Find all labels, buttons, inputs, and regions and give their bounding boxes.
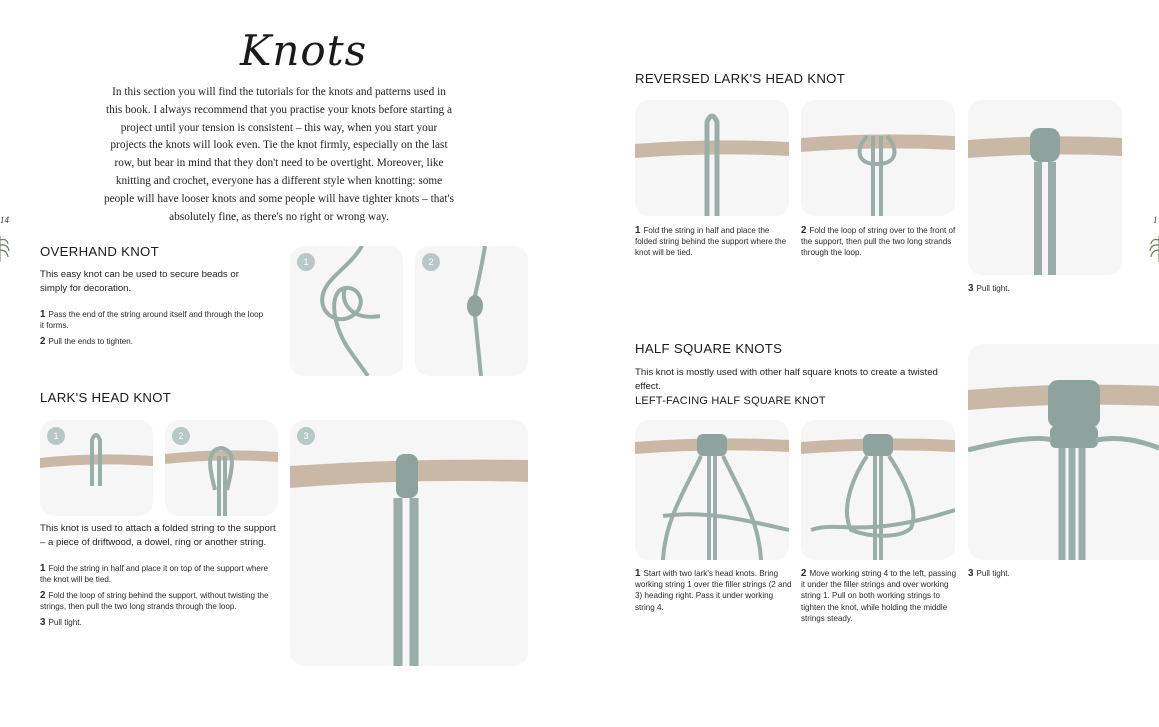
reversed-larks-head-step-3: 3 Pull tight. (968, 283, 1010, 294)
step-badge: 1 (297, 253, 315, 271)
overhand-photo-1 (290, 246, 403, 376)
laurel-crest-icon (1148, 232, 1159, 264)
half-square-step-3: 3 Pull tight. (968, 568, 1010, 579)
half-square-step-2: 2 Move working string 4 to the left, passing it under the filler strings and over working string 1. Pull on both working strings to tighten the knot, while holding the middle strings steady. (801, 568, 957, 623)
larks-head-step-1: 1 Fold the string in half and place it on top of the support where the knot will be tied. (40, 563, 269, 585)
step-badge: 2 (172, 427, 190, 445)
step-badge: 1 (47, 427, 65, 445)
larks-head-step-2: 2 Fold the loop of string behind the support, without twisting the strings, then pull the two long strands through the loop. (40, 590, 269, 612)
half-square-photo-1 (635, 420, 789, 560)
larks-head-photo-2 (165, 420, 278, 516)
overhand-description: This easy knot can be used to secure beads or simply for decoration. (40, 269, 239, 294)
overhand-step-1: 1 Pass the end of the string around itself and through the loop it forms. (40, 309, 264, 331)
larks-head-description: This knot is used to attach a folded string to the support – a piece of driftwood, a dowel, ring or another string. (40, 523, 276, 548)
half-square-description: This knot is mostly used with other half square knots to create a twisted effect. (635, 367, 938, 392)
larks-head-photo-3 (290, 420, 528, 666)
reversed-larks-head-step-2: 2 Fold the loop of string over to the front of the support, then pull the two long strands through the loop. (801, 225, 956, 258)
reversed-larks-head-heading: REVERSED LARK'S HEAD KNOT (635, 71, 846, 86)
page-title: Knots (240, 26, 368, 75)
step-badge: 3 (297, 427, 315, 445)
overhand-heading: OVERHAND KNOT (40, 244, 159, 259)
larks-head-step-3: 3 Pull tight. (40, 617, 82, 628)
reversed-larks-head-photo-1 (635, 100, 789, 216)
overhand-step-2: 2 Pull the ends to tighten. (40, 336, 134, 347)
page-number-left: 14 (0, 215, 9, 225)
reversed-larks-head-photo-2 (801, 100, 955, 216)
step-badge: 2 (422, 253, 440, 271)
reversed-larks-head-step-1: 1 Fold the string in half and place the folded string behind the support where the knot will be tied. (635, 225, 787, 258)
larks-head-photo-1 (40, 420, 153, 516)
left-facing-subheading: LEFT-FACING HALF SQUARE KNOT (635, 395, 826, 407)
reversed-larks-head-photo-3 (968, 100, 1122, 275)
intro-paragraph: In this section you will find the tutorials for the knots and patterns used in this book. I always recommend that you practise your knots before starting a project until your tension is consistent – this way, when you start your projects the knots will look even. Tie the knot firmly, especially on the last row, but bear in mind that they don't need to be overtight. Moreover, like knitting and crochet, everyone has a different style when knotting: some people will have looser knots and some people will have tighter knots – that's absolutely fine, as there's no right or wrong way. (104, 86, 454, 223)
half-square-step-1: 1 Start with two lark's head knots. Bring working string 1 over the filler strings (2 and 3) heading right. Pass it under working string 4. (635, 568, 792, 612)
laurel-crest-icon (0, 232, 11, 264)
half-square-heading: HALF SQUARE KNOTS (635, 341, 783, 356)
half-square-photo-3 (968, 344, 1159, 560)
page-number-right: 1 (1153, 215, 1158, 225)
half-square-photo-2 (801, 420, 955, 560)
overhand-photo-2 (415, 246, 528, 376)
larks-head-heading: LARK'S HEAD KNOT (40, 390, 172, 405)
